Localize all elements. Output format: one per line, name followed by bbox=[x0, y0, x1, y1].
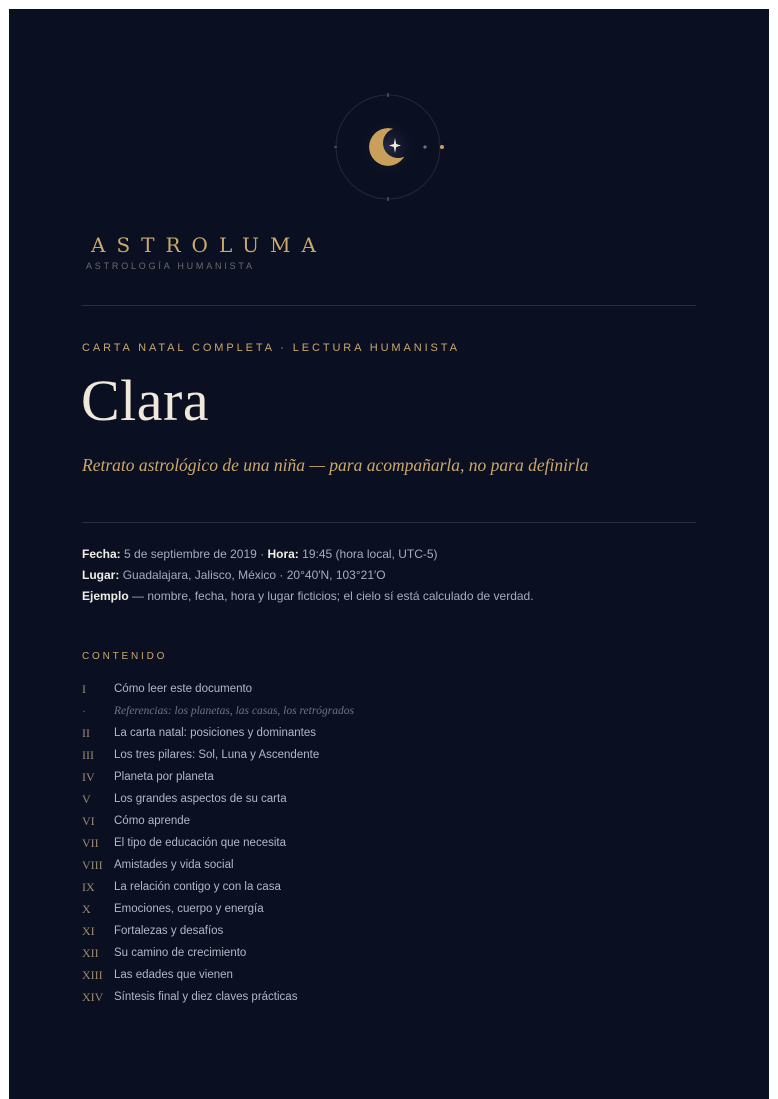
crescent-moon-orbit-icon bbox=[334, 91, 444, 203]
toc-item-label: Síntesis final y diez claves prácticas bbox=[114, 991, 298, 1003]
toc-item-number: VIII bbox=[82, 857, 103, 872]
toc-item-number: XIII bbox=[82, 967, 103, 982]
date-label: Fecha: bbox=[82, 547, 121, 561]
toc-item-label: Las edades que vienen bbox=[114, 969, 233, 981]
contents-heading: CONTENIDO bbox=[82, 651, 168, 662]
toc-item-label: Planeta por planeta bbox=[114, 771, 214, 783]
toc-item-label: Los tres pilares: Sol, Luna y Ascendente bbox=[114, 749, 320, 761]
toc-item-label: Amistades y vida social bbox=[114, 859, 234, 871]
toc-item-number: XI bbox=[82, 923, 95, 938]
example-note bbox=[82, 589, 534, 603]
toc-item[interactable] bbox=[82, 832, 642, 854]
brand-name: ASTROLUMA bbox=[91, 233, 327, 257]
toc-item-number: II bbox=[82, 725, 90, 740]
toc-item[interactable] bbox=[82, 964, 642, 986]
time-label: Hora: bbox=[267, 547, 299, 561]
toc-item-number: IX bbox=[82, 879, 95, 894]
toc-item[interactable] bbox=[82, 788, 642, 810]
toc-item[interactable] bbox=[82, 700, 642, 722]
divider bbox=[82, 522, 696, 523]
toc-item-number: VI bbox=[82, 813, 95, 828]
toc-item-number: I bbox=[82, 681, 86, 696]
toc-item[interactable] bbox=[82, 942, 642, 964]
place-value: Guadalajara, Jalisco, México · 20°40′N, 103°21′O bbox=[122, 568, 386, 582]
birth-place bbox=[82, 568, 386, 582]
toc-item[interactable] bbox=[82, 920, 642, 942]
date-value: 5 de septiembre de 2019 bbox=[124, 547, 257, 561]
toc-item-label: El tipo de educación que necesita bbox=[114, 837, 286, 849]
toc-item[interactable] bbox=[82, 898, 642, 920]
toc-item[interactable] bbox=[82, 744, 642, 766]
document-kicker: CARTA NATAL COMPLETA · LECTURA HUMANISTA bbox=[82, 342, 460, 354]
toc-item-number: IV bbox=[82, 769, 95, 784]
toc-item-number: V bbox=[82, 791, 91, 806]
table-of-contents bbox=[82, 678, 642, 1008]
toc-item-label: Su camino de crecimiento bbox=[114, 947, 247, 959]
example-label: Ejemplo bbox=[82, 589, 129, 603]
time-value: 19:45 (hora local, UTC-5) bbox=[302, 547, 438, 561]
separator: · bbox=[256, 547, 268, 561]
page-subtitle: Retrato astrológico de una niña — para acompañarla, no para definirla bbox=[82, 455, 589, 475]
toc-item-label: Emociones, cuerpo y energía bbox=[114, 903, 264, 915]
toc-item-number: X bbox=[82, 901, 91, 916]
birth-date-time bbox=[82, 547, 438, 561]
toc-item[interactable] bbox=[82, 810, 642, 832]
toc-item-label: Fortalezas y desafíos bbox=[114, 925, 224, 937]
toc-item-label: Cómo leer este documento bbox=[114, 683, 253, 695]
example-value: — nombre, fecha, hora y lugar ficticios; el cielo sí está calculado de verdad. bbox=[132, 589, 534, 603]
divider bbox=[82, 305, 696, 306]
toc-item[interactable] bbox=[82, 986, 642, 1008]
toc-item-number: III bbox=[82, 747, 94, 762]
toc-item[interactable] bbox=[82, 854, 642, 876]
toc-item[interactable] bbox=[82, 678, 642, 700]
toc-item[interactable] bbox=[82, 766, 642, 788]
document-page bbox=[9, 9, 769, 1099]
toc-item-label: La carta natal: posiciones y dominantes bbox=[114, 727, 317, 739]
toc-item-label: Cómo aprende bbox=[114, 815, 191, 827]
page-title: Clara bbox=[81, 368, 210, 433]
toc-item-label: Referencias: los planetas, las casas, los retrógrados bbox=[114, 705, 354, 717]
toc-item[interactable] bbox=[82, 876, 642, 898]
toc-item[interactable] bbox=[82, 722, 642, 744]
toc-item-label: Los grandes aspectos de su carta bbox=[114, 793, 287, 805]
toc-item-number: XIV bbox=[82, 989, 104, 1004]
brand-tagline: ASTROLOGÍA HUMANISTA bbox=[86, 261, 255, 271]
toc-item-number: XII bbox=[82, 945, 99, 960]
place-label: Lugar: bbox=[82, 568, 120, 582]
toc-item-label: La relación contigo y con la casa bbox=[114, 881, 281, 893]
toc-item-number: · bbox=[82, 703, 86, 718]
toc-item-number: VII bbox=[82, 835, 99, 850]
